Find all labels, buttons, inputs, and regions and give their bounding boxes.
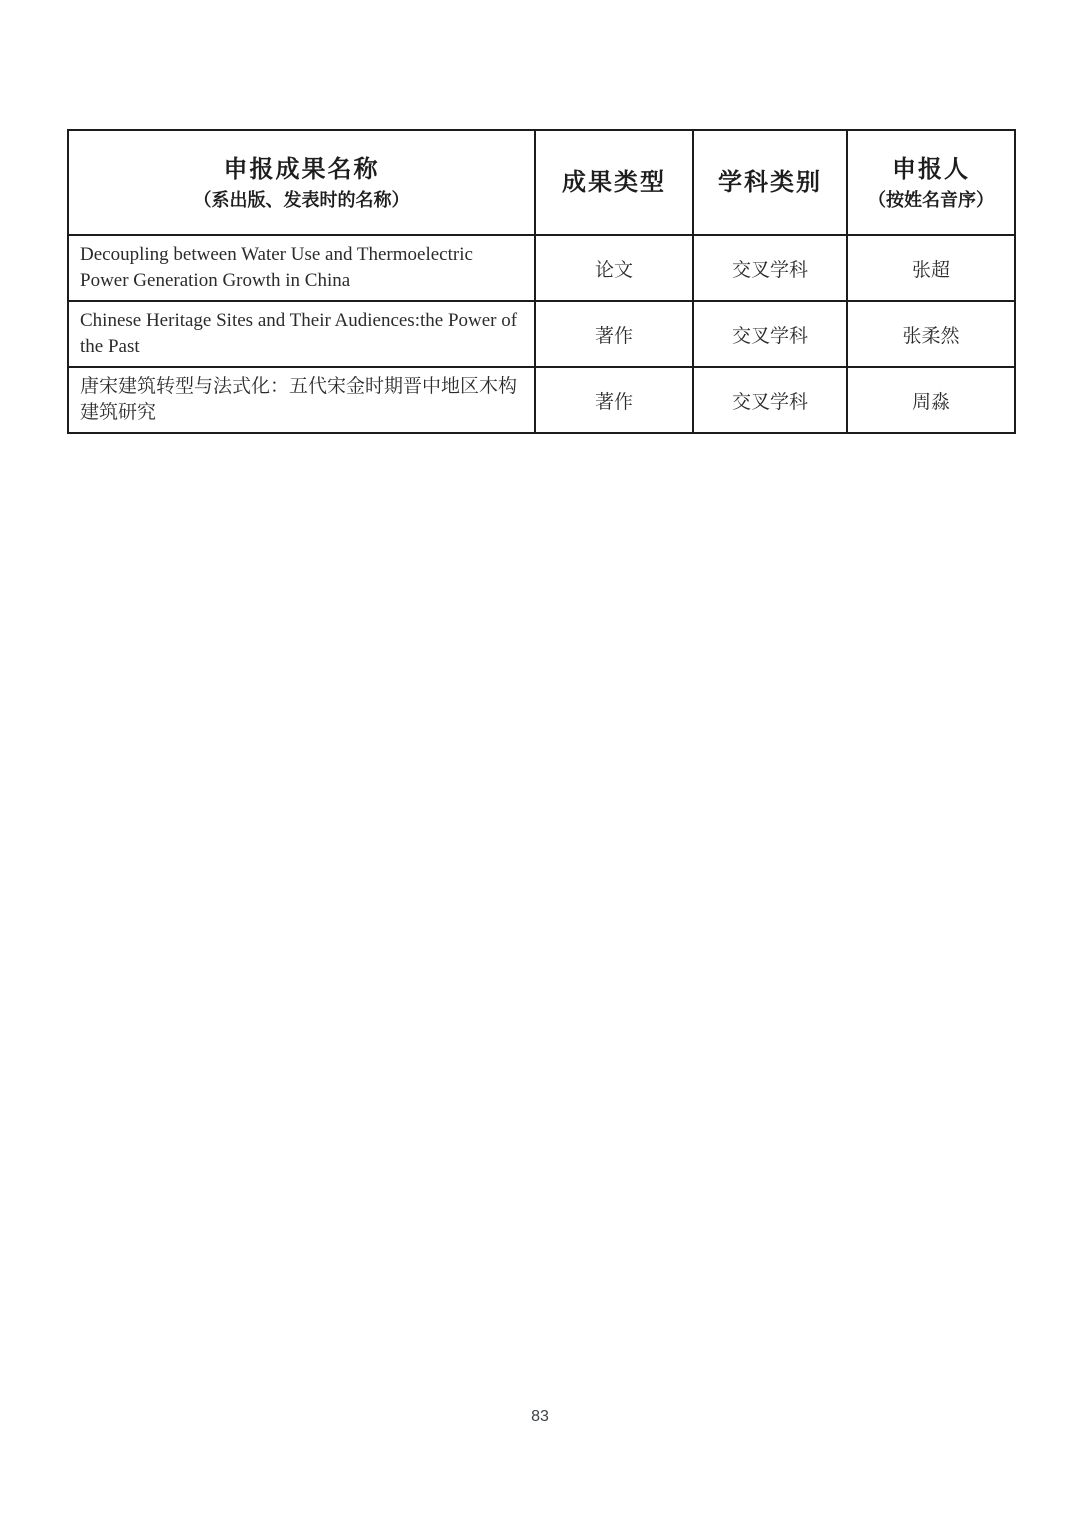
subject-category: 交叉学科	[693, 367, 847, 433]
header-result-name	[68, 130, 535, 235]
page-number: 83	[531, 1408, 549, 1425]
header-subject-category	[693, 130, 847, 235]
table-row	[68, 367, 1015, 433]
result-type: 著作	[535, 367, 693, 433]
result-type: 著作	[535, 301, 693, 367]
header-row	[68, 130, 1015, 235]
table-row	[68, 301, 1015, 367]
subject-category: 交叉学科	[693, 235, 847, 301]
applicant: 周淼	[847, 367, 1015, 433]
result-type: 论文	[535, 235, 693, 301]
table-body	[68, 235, 1015, 433]
table-header	[68, 130, 1015, 235]
applicant: 张柔然	[847, 301, 1015, 367]
table-row	[68, 235, 1015, 301]
header-result-type-title: 成果类型	[562, 169, 666, 196]
header-subject-category-title: 学科类别	[718, 169, 822, 196]
subject-category: 交叉学科	[693, 301, 847, 367]
header-applicant-subtitle: （按姓名音序）	[868, 189, 994, 210]
results-table	[67, 129, 1016, 434]
header-result-type	[535, 130, 693, 235]
result-name: Decoupling between Water Use and Thermoelectric Power Generation Growth in China	[68, 235, 535, 301]
header-result-name-title: 申报成果名称	[223, 156, 380, 183]
header-applicant-title: 申报人	[892, 156, 970, 183]
header-result-name-subtitle: （系出版、发表时的名称）	[193, 189, 410, 210]
result-name: 唐宋建筑转型与法式化：五代宋金时期晋中地区木构建筑研究	[68, 367, 535, 433]
result-name: Chinese Heritage Sites and Their Audiences:the Power of the Past	[68, 301, 535, 367]
header-applicant	[847, 130, 1015, 235]
applicant: 张超	[847, 235, 1015, 301]
